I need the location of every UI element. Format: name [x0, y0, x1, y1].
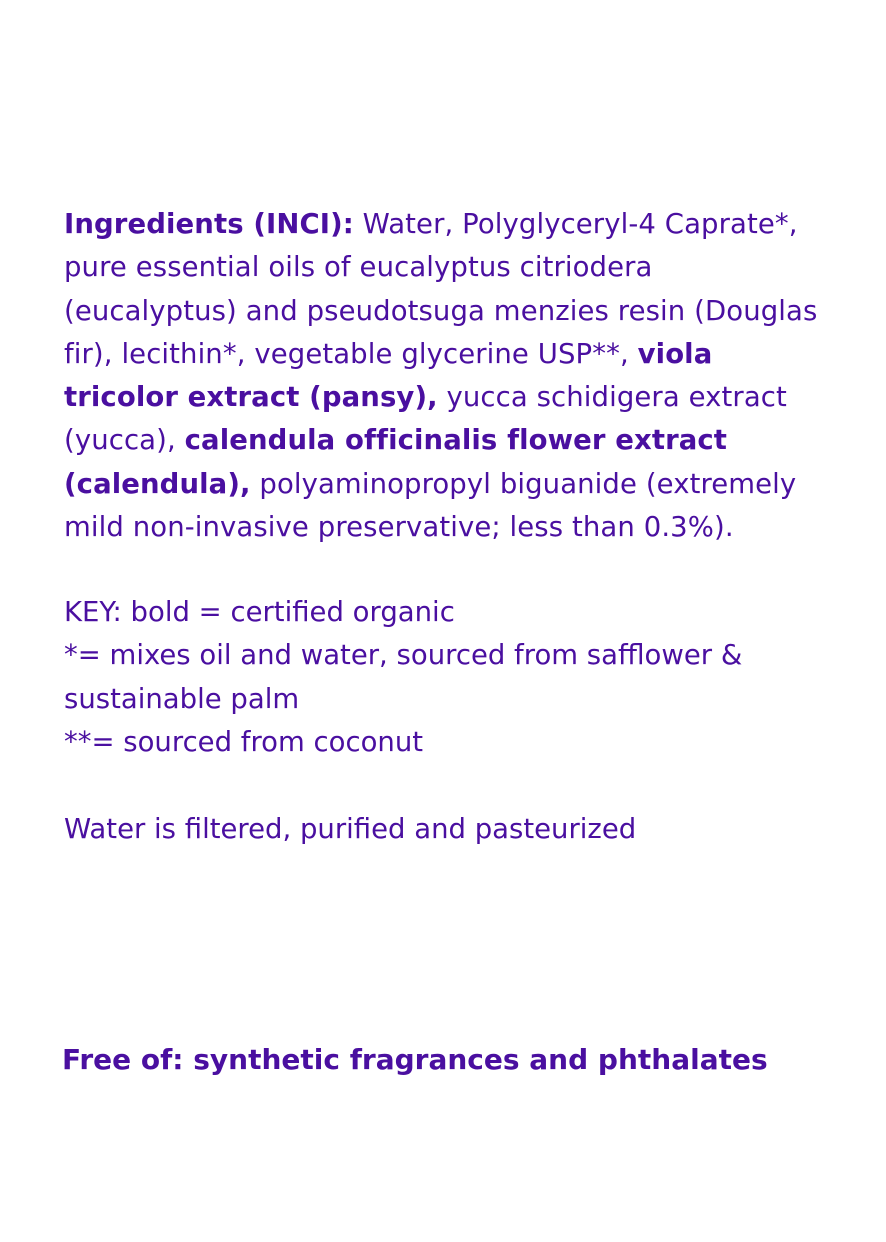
- ingredients-text: yucca schidigera extract (yucca),: [64, 381, 787, 457]
- organic-ingredient: viola tricolor extract (pansy),: [64, 337, 713, 414]
- key-title: KEY: bold = certified organic: [64, 596, 455, 628]
- water-note: Water is filtered, purified and pasteurized: [64, 813, 637, 845]
- key-legend: [64, 591, 834, 764]
- ingredients-paragraph: [64, 203, 834, 549]
- ingredients-text: polyaminopropyl biguanide (extremely mild non-invasive preservative; less than 0.3%).: [64, 467, 797, 544]
- key-note: sustainable palm: [64, 682, 300, 715]
- free-of-statement: Free of: synthetic fragrances and phthalates: [62, 1043, 768, 1076]
- key-note: *= mixes oil and water, sourced from safflower &: [64, 639, 743, 672]
- organic-ingredient: calendula officinalis flower extract (calendula),: [64, 424, 728, 500]
- key-note: **= sourced from coconut: [64, 725, 424, 758]
- ingredients-heading: Ingredients (INCI):: [64, 208, 354, 240]
- ingredients-text: Water, Polyglyceryl-4 Caprate*, pure essential oils of eucalyptus citriodera (eucalyptus) and pseudotsuga menzies resin (Douglas fir), lecithin*, vegetable glycerine USP**,: [64, 208, 818, 370]
